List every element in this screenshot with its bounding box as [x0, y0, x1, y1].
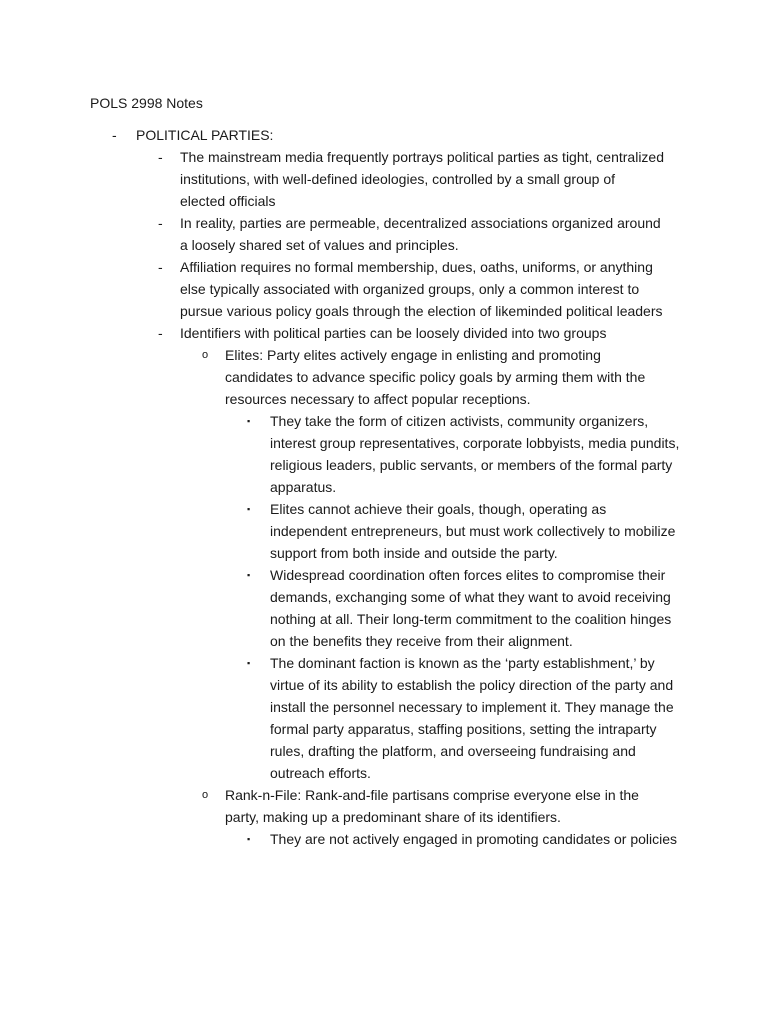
detail-text: The dominant faction is known as the ‘party establishment,’ by virtue of its ability to establish the policy direction of the party and install the personnel necessary to implement it. They manage the formal party apparatus, staffing positions, setting the intraparty rules, drafting the platform, and overseeing fundraising and outreach efforts.: [270, 655, 674, 781]
list-item: [225, 498, 690, 564]
document-title: POLS 2998 Notes: [90, 95, 203, 111]
group-text: Elites: Party elites actively engage in enlisting and promoting candidates to advance specific policy goals by arming them with the resources necessary to affect popular receptions.: [225, 347, 646, 407]
list-item: [136, 146, 690, 212]
point-text: Affiliation requires no formal membership, dues, oaths, uniforms, or anything else typically associated with organized groups, only a common interest to pursue various policy goals through the election of likeminded political leaders: [180, 259, 663, 319]
group-text: Rank-n-File: Rank-and-file partisans comprise everyone else in the party, making up a predominant share of its identifiers.: [225, 787, 639, 825]
list-item: [136, 322, 690, 850]
detail-text: Widespread coordination often forces elites to compromise their demands, exchanging some of what they want to avoid receiving nothing at all. Their long-term commitment to the coalition hinges on the benefits they receive from their alignment.: [270, 567, 672, 649]
square-bullet: ▪: [247, 834, 251, 844]
list-item: [136, 212, 690, 256]
dash-bullet: -: [158, 325, 163, 341]
square-bullet: ▪: [247, 570, 251, 580]
list-item: [136, 256, 690, 322]
groups-list: [180, 344, 690, 850]
square-bullet: ▪: [247, 658, 251, 668]
list-item: [225, 410, 690, 498]
dash-bullet: -: [158, 215, 163, 231]
details-list: [225, 828, 690, 850]
circle-bullet: o: [202, 789, 209, 801]
point-text: The mainstream media frequently portrays political parties as tight, centralized institutions, with well-defined ideologies, controlled by a small group of elected officials: [180, 149, 664, 209]
points-list: [136, 146, 690, 850]
list-item: [225, 564, 690, 652]
list-item: [225, 828, 690, 850]
square-bullet: ▪: [247, 504, 251, 514]
list-item: [225, 652, 690, 784]
point-text: In reality, parties are permeable, decentralized associations organized around a loosely shared set of values and principles.: [180, 215, 661, 253]
circle-bullet: o: [202, 349, 209, 361]
notes-outline: [90, 124, 690, 850]
dash-bullet: -: [112, 127, 117, 143]
point-text: Identifiers with political parties can be loosely divided into two groups: [180, 325, 607, 341]
dash-bullet: -: [158, 259, 163, 275]
dash-bullet: -: [158, 149, 163, 165]
list-item-rank-n-file: [180, 784, 690, 850]
detail-text: They take the form of citizen activists, community organizers, interest group representatives, corporate lobbyists, media pundits, religious leaders, public servants, or members of the formal party apparatus.: [270, 413, 680, 495]
list-item-elites: [180, 344, 690, 784]
detail-text: They are not actively engaged in promoting candidates or policies: [270, 831, 678, 847]
square-bullet: ▪: [247, 416, 251, 426]
details-list: [225, 410, 690, 784]
section-heading: POLITICAL PARTIES:: [136, 127, 274, 143]
outline-item-political-parties: [90, 124, 690, 850]
detail-text: Elites cannot achieve their goals, though, operating as independent entrepreneurs, but must work collectively to mobilize support from both inside and outside the party.: [270, 501, 676, 561]
